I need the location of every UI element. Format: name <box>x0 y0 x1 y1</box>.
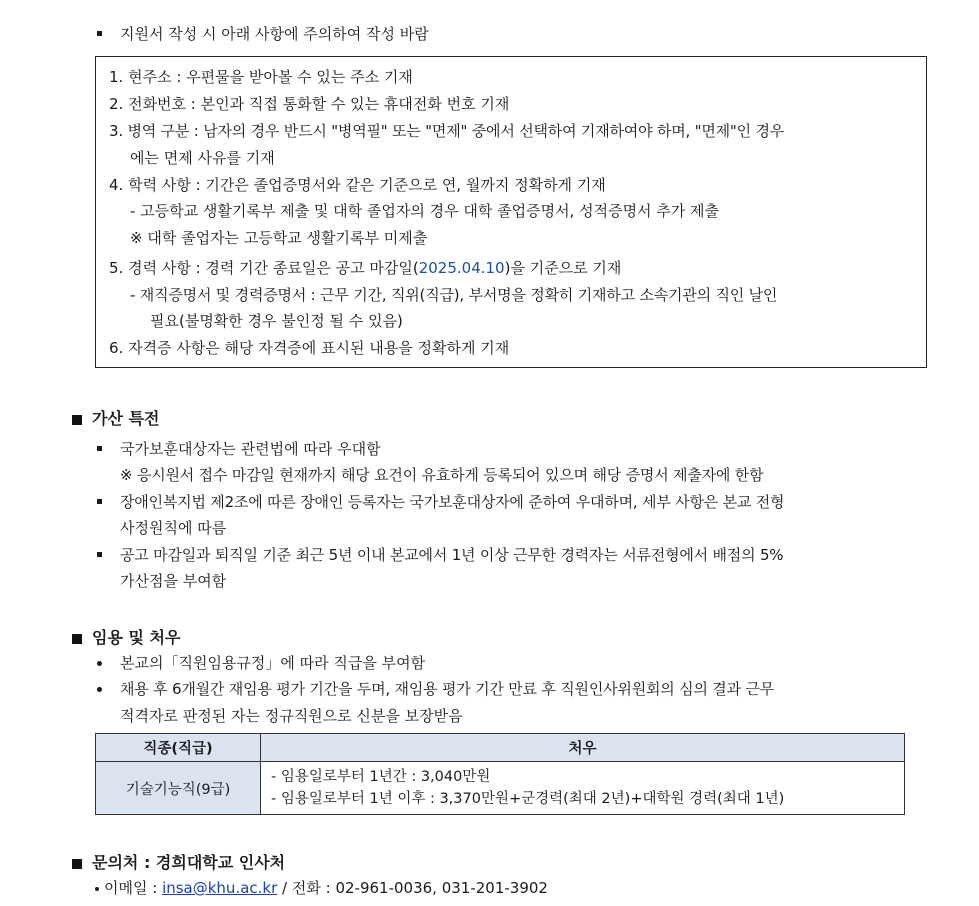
contact-line <box>95 877 548 898</box>
notice-item-6: 6. 자격증 사항은 해당 자격증에 표시된 내용을 정확하게 기재 <box>109 339 510 357</box>
bonus-line-3: 공고 마감일과 퇴직일 기준 최근 5년 이내 본교에서 1년 이상 근무한 경력자는 서류전형에서 배점의 5% <box>120 546 784 564</box>
table-header-grade: 직종(직급) <box>96 734 261 762</box>
heading-square-icon <box>72 859 82 869</box>
notice-item-4-note: ※ 대학 졸업자는 고등학교 생활기록부 미제출 <box>130 229 428 247</box>
notice-item-5: 5. 경력 사항 : 경력 기간 종료일은 공고 마감일(2025.04.10)을 기준으로 기재 <box>109 259 622 277</box>
treatment-table <box>95 733 905 815</box>
appointment-line-1: 본교의「직원임용규정」에 따라 직급을 부여함 <box>120 654 426 672</box>
appointment-line-2: 채용 후 6개월간 재임용 평가 기간을 두며, 재임용 평가 기간 만료 후 직원인사위원회의 심의 결과 근무 <box>120 680 775 698</box>
bonus-line-2-cont: 사정원칙에 따름 <box>120 519 227 537</box>
table-header-treatment: 처우 <box>261 734 905 762</box>
notice-item-3-cont: 에는 면제 사유를 기재 <box>130 149 275 167</box>
bonus-line-3-cont: 가산점을 부여함 <box>120 572 227 590</box>
notice-item-3: 3. 병역 구분 : 남자의 경우 반드시 "병역필" 또는 "면제" 중에서 선택하여 기재하여야 하며, "면제"인 경우 <box>109 122 785 140</box>
pay-line-1: - 임용일로부터 1년간 : 3,040만원 <box>271 769 491 785</box>
notice-box <box>95 56 927 368</box>
table-cell-grade: 기술기능직(9급) <box>96 762 261 815</box>
notice-item-4-sub: - 고등학교 생활기록부 제출 및 대학 졸업자의 경우 대학 졸업증명서, 성적증명서 추가 제출 <box>130 202 720 220</box>
notice-intro: 지원서 작성 시 아래 사항에 주의하여 작성 바람 <box>120 25 429 43</box>
notice-item-5-sub: - 재직증명서 및 경력증명서 : 근무 기간, 직위(직급), 부서명을 정확히 기재하고 소속기관의 직인 날인 <box>130 286 778 304</box>
bonus-line-1-note: ※ 응시원서 접수 마감일 현재까지 해당 요건이 유효하게 등록되어 있으며 해당 증명서 제출자에 한함 <box>120 466 764 484</box>
heading-square-icon <box>72 415 82 425</box>
email-label: 이메일 : <box>104 879 163 897</box>
bullet-square-icon <box>97 446 102 451</box>
table-cell-treatment <box>261 762 905 815</box>
bullet-dot-icon <box>97 687 102 692</box>
bonus-line-2: 장애인복지법 제2조에 따른 장애인 등록자는 국가보훈대상자에 준하여 우대하며, 세부 사항은 본교 전형 <box>120 493 785 511</box>
table-header-row <box>96 734 905 762</box>
bonus-line-1: 국가보훈대상자는 관련법에 따라 우대함 <box>120 440 381 458</box>
notice-item-2: 2. 전화번호 : 본인과 직접 통화할 수 있는 휴대전화 번호 기재 <box>109 95 510 113</box>
bullet-square-icon <box>97 499 102 504</box>
notice-item-1: 1. 현주소 : 우편물을 받아볼 수 있는 주소 기재 <box>109 68 413 86</box>
bullet-square-icon <box>97 552 102 557</box>
heading-square-icon <box>72 634 82 644</box>
appointment-line-2-cont: 적격자로 판정된 자는 정규직원으로 신분을 보장받음 <box>120 707 463 725</box>
appointment-heading: 임용 및 처우 <box>72 625 180 648</box>
contact-heading: 문의처 : 경희대학교 인사처 <box>72 850 285 873</box>
notice-item-4: 4. 학력 사항 : 기간은 졸업증명서와 같은 기준으로 연, 월까지 정확하게 기재 <box>109 176 606 194</box>
pay-line-2: - 임용일로부터 1년 이후 : 3,370만원+군경력(최대 2년)+대학원 경력(최대 1년) <box>271 791 785 807</box>
bonus-heading: 가산 특전 <box>72 406 159 429</box>
table-row <box>96 762 905 815</box>
phone-text: / 전화 : 02-961-0036, 031-201-3902 <box>277 879 548 897</box>
bullet-square-icon <box>97 31 102 36</box>
bullet-dot-icon <box>97 661 102 666</box>
deadline-date: 2025.04.10 <box>418 259 505 277</box>
bullet-dot-icon <box>95 887 99 891</box>
notice-item-5-cont: 필요(불명확한 경우 불인정 될 수 있음) <box>150 312 403 330</box>
email-link[interactable]: insa@khu.ac.kr <box>162 879 278 897</box>
